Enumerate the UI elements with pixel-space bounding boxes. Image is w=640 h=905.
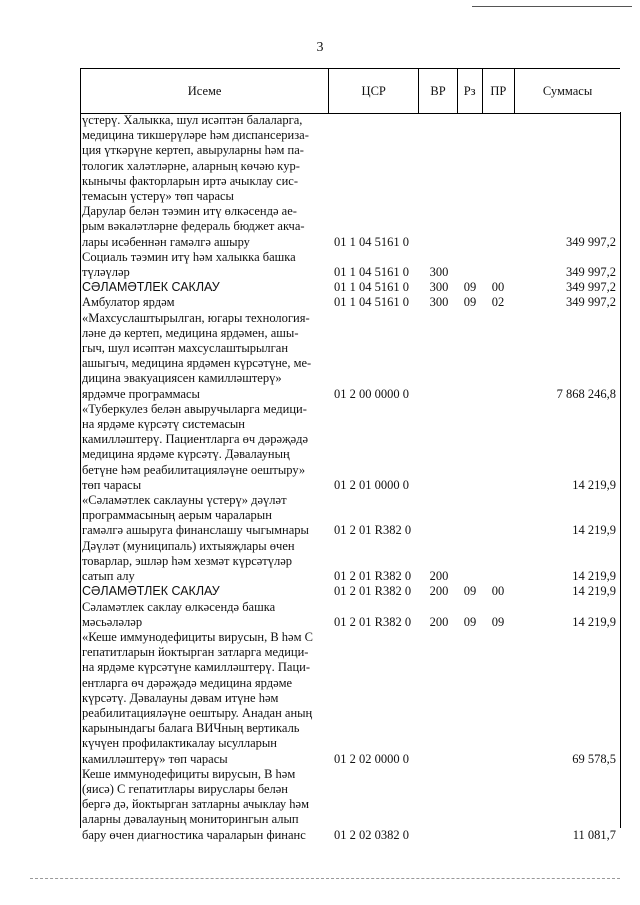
table-border-right	[620, 112, 621, 828]
row-csr: 01 2 00 0000 0	[334, 386, 409, 401]
table-row	[80, 295, 620, 310]
row-csr: 01 2 02 0000 0	[334, 751, 409, 766]
table-row	[80, 311, 620, 402]
row-name-line: «Кеше иммунодефициты вирусын, В һәм С	[82, 629, 313, 644]
bottom-rule	[30, 878, 620, 879]
row-name-line: гепатитларын йоктырган затларга медици-	[82, 645, 309, 660]
row-sum: 14 219,9	[572, 614, 616, 629]
row-name-line: түләүләр	[82, 265, 130, 280]
row-name-line: бетүне һәм реабилитацияләүне оештыру»	[82, 462, 306, 477]
header-pr: ПР	[483, 69, 516, 113]
row-sum: 14 219,9	[572, 523, 616, 538]
table-body	[80, 113, 620, 843]
table-row	[80, 767, 620, 843]
row-vr: 300	[429, 295, 449, 310]
row-name-line: «Сәламәтлек саклауны үстерү» дәүләт	[82, 493, 287, 508]
row-name-line: гыч, шул исәптән махсуслаштырылган	[82, 341, 289, 356]
top-rule	[472, 6, 632, 7]
row-vr: 300	[429, 265, 449, 280]
row-csr: 01 2 01 R382 0	[334, 614, 412, 629]
table-header	[80, 68, 620, 114]
row-csr: 01 2 01 R382 0	[334, 569, 412, 584]
table-row	[80, 493, 620, 539]
header-vr: ВР	[419, 69, 458, 113]
row-name-line: үстерү. Халыкка, шул исәптән балаларга,	[82, 113, 303, 127]
header-sum: Суммасы	[542, 83, 593, 98]
table-row	[80, 600, 620, 630]
row-sum: 349 997,2	[566, 295, 616, 310]
row-name-line: товарлар, эшләр һәм хезмәт күрсәтүләр	[82, 553, 293, 568]
row-sum: 11 081,7	[572, 827, 616, 842]
row-name-line: (яисә) С гепатитлары вируслары белән	[82, 781, 288, 796]
row-vr: 200	[429, 614, 449, 629]
row-name-line: «Туберкулез белән авыручыларга медици-	[82, 401, 307, 416]
row-name-line: Кеше иммунодефициты вирусын, В һәм	[82, 766, 296, 781]
table-row	[80, 113, 620, 204]
row-name-line: камилләштерү. Пациентларга өч дәрәҗәдә	[82, 432, 309, 447]
row-csr: 01 1 04 5161 0	[334, 265, 409, 280]
row-name-line: төп чарасы	[82, 477, 142, 492]
page-number: 3	[316, 40, 324, 55]
row-rz: 09	[463, 614, 477, 629]
row-name	[80, 767, 330, 843]
row-pr: 09	[491, 614, 505, 629]
row-name-line: лары исәбеннән гамәлгә ашыру	[82, 234, 250, 249]
row-name-line: күрсәтү. Дәвалауны дәвам итүне һәм	[82, 690, 279, 705]
row-rz: 09	[463, 584, 477, 599]
row-vr: 200	[429, 569, 449, 584]
row-name	[80, 280, 330, 295]
row-name-line: программасының аерым чараларын	[82, 508, 272, 523]
row-sum: 69 578,5	[572, 751, 616, 766]
row-name	[80, 250, 330, 280]
row-rz: 09	[463, 295, 477, 310]
row-name-line: дицина эвакуациясен камилләштерү»	[82, 371, 282, 386]
row-vr: 300	[429, 280, 449, 295]
row-name-line: карынындагы балага ВИЧның вертикаль	[82, 721, 300, 736]
row-sum: 14 219,9	[572, 569, 616, 584]
row-name	[80, 402, 330, 493]
row-name-line: мәсьәләләр	[82, 614, 143, 629]
row-vr: 200	[429, 584, 449, 599]
row-name	[80, 539, 330, 585]
row-name	[80, 311, 330, 402]
row-pr: 00	[491, 280, 505, 295]
row-name-line: күчүен профилактикалау ысулларын	[82, 736, 277, 751]
row-name-line: темасын үстерү» төп чарасы	[82, 189, 234, 204]
row-name	[80, 630, 330, 767]
row-name-line: кынычы факторларын иртә ачыклау сис-	[82, 173, 298, 188]
row-name-line: тологик халәтләрне, аларның көчәю кур-	[82, 158, 300, 173]
header-csr: ЦСР	[329, 69, 419, 113]
row-pr: 00	[491, 584, 505, 599]
header-rz: Рз	[458, 69, 483, 113]
row-name-line: гамәлгә ашыруга финанслашу чыгымнары	[82, 523, 309, 538]
row-sum: 14 219,9	[572, 477, 616, 492]
row-name-line: ентларга өч дәрәҗәдә медицина ярдәме	[82, 675, 293, 690]
row-pr: 02	[491, 295, 505, 310]
row-name-line: СӘЛАМӘТЛЕК САКЛАУ	[82, 280, 220, 295]
header-name: Исеме	[80, 69, 329, 113]
row-name-line: ашыгыч, медицина ярдәмен күрсәтүне, ме-	[82, 356, 312, 371]
row-name-line: на ярдәме күрсәтү системасын	[82, 417, 246, 432]
row-name-line: «Махсуслаштырылган, югары технология-	[82, 310, 310, 325]
table-row	[80, 280, 620, 295]
row-name-line: на ярдәме күрсәтүне камилләштерү. Паци-	[82, 660, 310, 675]
row-csr: 01 2 01 0000 0	[334, 477, 409, 492]
row-name	[80, 600, 330, 630]
row-sum: 349 997,2	[566, 265, 616, 280]
table-row	[80, 250, 620, 280]
row-name-line: медицина ярдәме күрсәтү. Дәвалауның	[82, 447, 290, 462]
row-csr: 01 2 01 R382 0	[334, 584, 412, 599]
row-sum: 349 997,2	[566, 234, 616, 249]
row-name-line: ярдәмче программасы	[82, 386, 200, 401]
row-csr: 01 1 04 5161 0	[334, 295, 409, 310]
row-rz: 09	[463, 280, 477, 295]
row-name-line: СӘЛАМӘТЛЕК САКЛАУ	[82, 584, 220, 599]
row-name-line: Социаль тәэмин итү һәм халыкка башка	[82, 249, 296, 264]
row-name-line: медицина тикшерүләре һәм диспансериза-	[82, 128, 309, 143]
row-name-line: Сәламәтлек саклау өлкәсендә башка	[82, 599, 276, 614]
row-name-line: Дарулар белән тәэмин итү өлкәсендә ае-	[82, 204, 297, 219]
row-name-line: бергә дә, йоктырган затларны ачыклау һәм	[82, 797, 310, 812]
row-csr: 01 2 01 R382 0	[334, 523, 412, 538]
row-csr: 01 2 02 0382 0	[334, 827, 409, 842]
row-name-line: сатып алу	[82, 569, 135, 584]
row-name-line: Дәүләт (муниципаль) ихтыяҗлары өчен	[82, 538, 295, 553]
row-name	[80, 584, 330, 599]
row-name	[80, 295, 330, 310]
row-csr: 01 1 04 5161 0	[334, 280, 409, 295]
row-name-line: реабилитацияләүне оештыру. Анадан аның	[82, 705, 313, 720]
row-name-line: аларны дәвалауның мониторингын алып	[82, 812, 299, 827]
row-csr: 01 1 04 5161 0	[334, 234, 409, 249]
table-row	[80, 539, 620, 585]
row-name	[80, 113, 330, 204]
table-row	[80, 204, 620, 250]
row-name-line: ләне дә кертеп, медицина ярдәмен, ашы-	[82, 325, 299, 340]
row-sum: 14 219,9	[572, 584, 616, 599]
row-name-line: рым вәкаләтләрне федераль бюджет акча-	[82, 219, 305, 234]
row-name-line: Амбулатор ярдәм	[82, 295, 175, 310]
row-name	[80, 204, 330, 250]
row-sum: 7 868 246,8	[556, 386, 616, 401]
table-row	[80, 630, 620, 767]
table-row	[80, 402, 620, 493]
row-name-line: ция үткәрүне кертеп, авыруларны һәм па-	[82, 143, 304, 158]
table-row	[80, 584, 620, 599]
row-name-line: камилләштерү» төп чарасы	[82, 751, 228, 766]
row-sum: 349 997,2	[566, 280, 616, 295]
row-name	[80, 493, 330, 539]
row-name-line: бару өчен диагностика чараларын финанс	[82, 827, 306, 842]
